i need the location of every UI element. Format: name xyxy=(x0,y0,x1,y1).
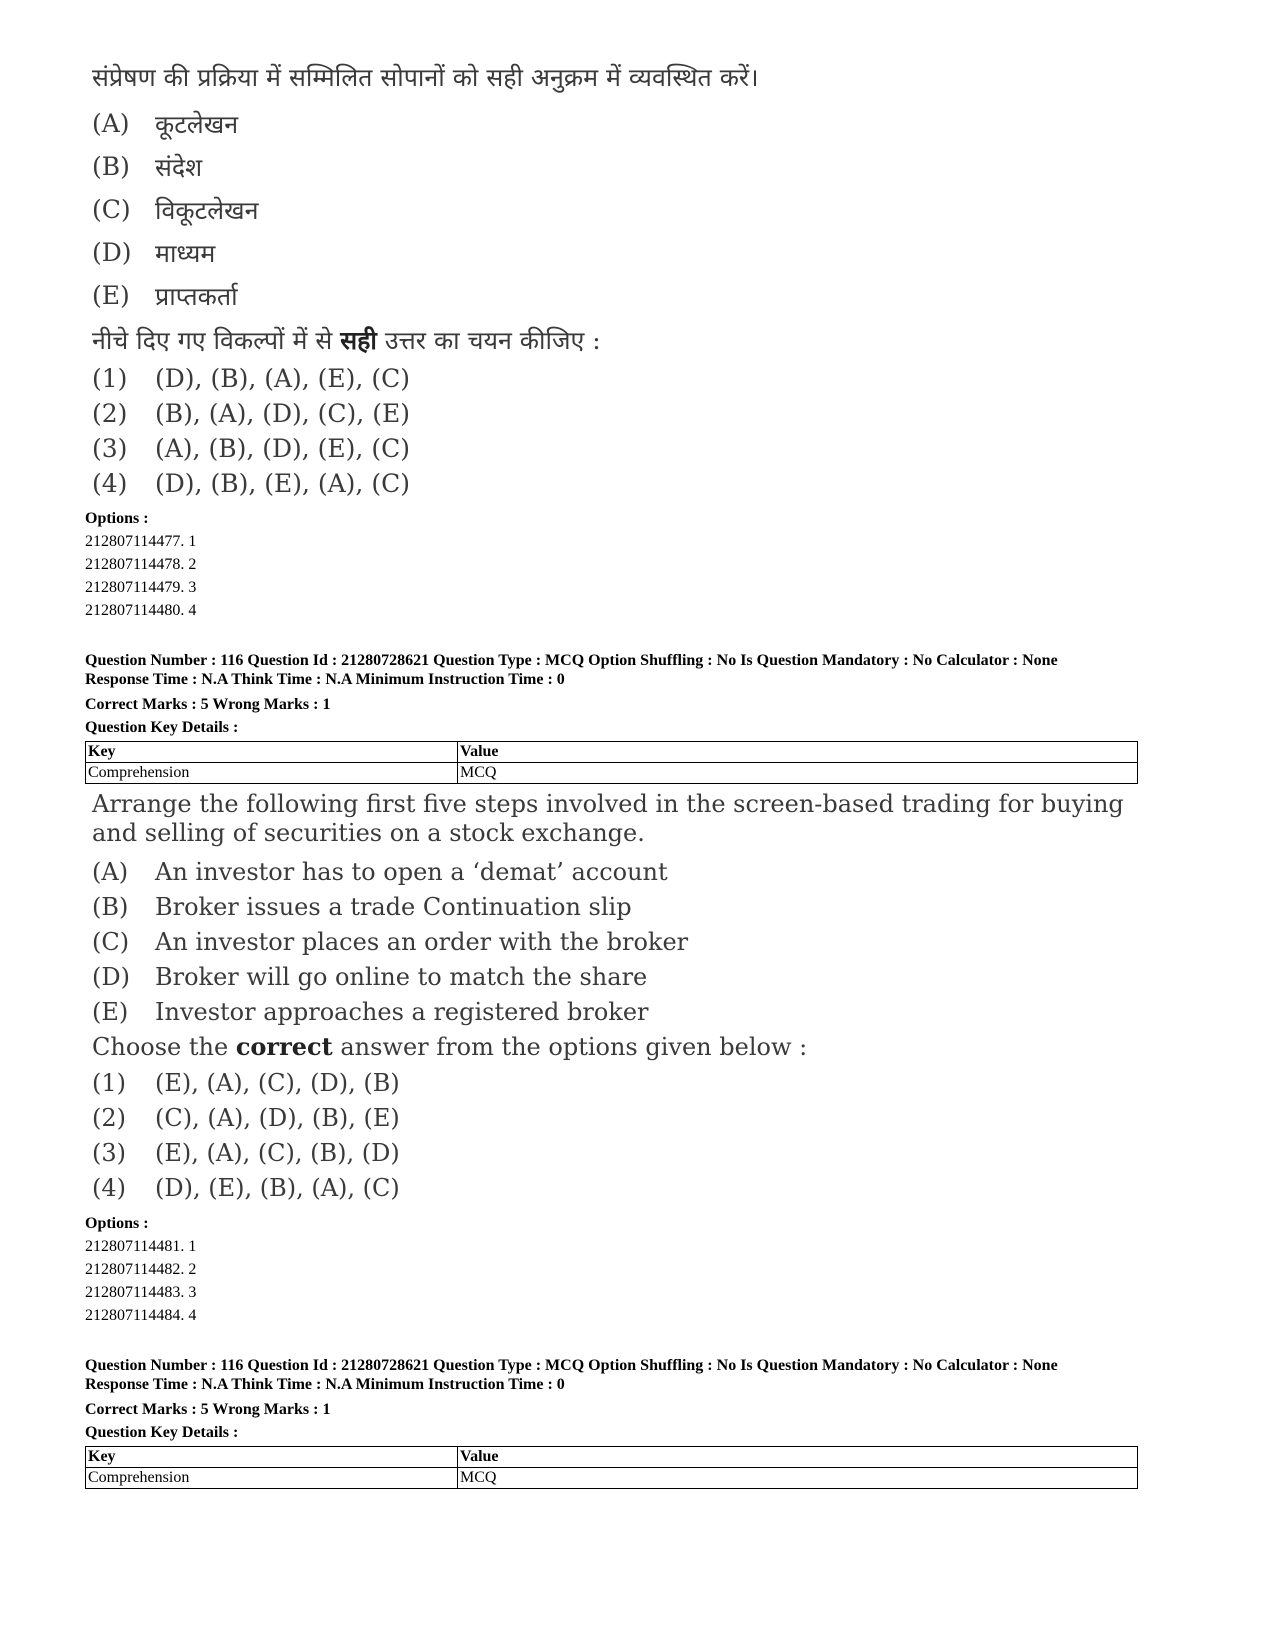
answer-label: (3) xyxy=(92,1138,126,1167)
question-metadata xyxy=(85,651,1145,784)
statement-item xyxy=(92,994,1152,1029)
statement-text: Investor approaches a registered broker xyxy=(155,997,649,1026)
marks-info-line: Correct Marks : 5 Wrong Marks : 1 xyxy=(85,1401,331,1418)
statement-text: An investor has to open a ‘demat’ account xyxy=(155,857,668,886)
statement-label: (A) xyxy=(92,857,129,886)
answer-text: (D), (B), (E), (A), (C) xyxy=(155,469,410,498)
option-item: 212807114483. 3 xyxy=(85,1284,197,1301)
instruction-text: Choose the xyxy=(92,1033,236,1061)
answer-text: (C), (A), (D), (B), (E) xyxy=(155,1103,400,1132)
answer-choice xyxy=(92,1170,1152,1205)
statement-item xyxy=(92,188,1152,231)
answer-label: (4) xyxy=(92,1173,126,1202)
answer-label: (4) xyxy=(92,469,128,498)
statement-label: (E) xyxy=(92,997,129,1026)
statement-item xyxy=(92,145,1152,188)
option-item: 212807114477. 1 xyxy=(85,533,197,550)
table-row xyxy=(86,763,1138,784)
statement-label: (C) xyxy=(92,927,130,956)
answer-choice xyxy=(92,466,1152,501)
question-metadata xyxy=(85,1356,1145,1489)
option-item: 212807114482. 2 xyxy=(85,1261,197,1278)
answer-choice xyxy=(92,1100,1152,1135)
option-item: 212807114484. 4 xyxy=(85,1307,197,1324)
answer-label: (1) xyxy=(92,364,128,393)
answer-label: (2) xyxy=(92,1103,126,1132)
english-question-block xyxy=(92,790,1152,1205)
statement-label: (B) xyxy=(92,152,130,181)
statement-text: विकूटलेखन xyxy=(155,195,259,225)
table-cell: Comprehension xyxy=(86,1468,458,1489)
answer-label: (2) xyxy=(92,399,128,428)
statement-item xyxy=(92,854,1152,889)
statement-text: संदेश xyxy=(155,152,203,182)
answer-text: (D), (B), (A), (E), (C) xyxy=(155,364,410,393)
answer-choice xyxy=(92,1135,1152,1170)
statement-text: An investor places an order with the broker xyxy=(155,927,689,956)
option-item: 212807114480. 4 xyxy=(85,602,197,619)
statement-item xyxy=(92,959,1152,994)
statement-label: (C) xyxy=(92,195,131,224)
key-details-table xyxy=(85,1446,1138,1489)
table-cell: MCQ xyxy=(458,1468,1138,1489)
statement-item xyxy=(92,924,1152,959)
statement-text: माध्यम xyxy=(155,238,216,268)
option-item: 212807114481. 1 xyxy=(85,1238,197,1255)
table-header-row xyxy=(86,1447,1138,1468)
table-header-cell: Key xyxy=(86,742,458,763)
answer-label: (3) xyxy=(92,434,128,463)
question-info-line: Question Number : 116 Question Id : 21280728621 Question Type : MCQ Option Shuffling : No Is Question Mandatory : No Calculator : None xyxy=(85,1357,1058,1374)
table-cell: MCQ xyxy=(458,763,1138,784)
instruction-text: उत्तर का चयन कीजिए : xyxy=(376,326,601,355)
key-details-title: Question Key Details : xyxy=(85,719,239,736)
marks-info-line: Correct Marks : 5 Wrong Marks : 1 xyxy=(85,696,331,713)
options-title: Options : xyxy=(85,1215,149,1232)
statement-text: प्राप्तकर्ता xyxy=(155,281,238,311)
key-details-title: Question Key Details : xyxy=(85,1424,239,1441)
statement-item xyxy=(92,102,1152,145)
statement-label: (B) xyxy=(92,892,129,921)
table-header-cell: Value xyxy=(458,1447,1138,1468)
option-item: 212807114478. 2 xyxy=(85,556,197,573)
instruction-emphasis: correct xyxy=(235,1032,333,1061)
table-cell: Comprehension xyxy=(86,763,458,784)
hindi-question-block xyxy=(92,58,1152,501)
answer-choice xyxy=(92,361,1152,396)
statement-label: (D) xyxy=(92,962,130,991)
answer-text: (E), (A), (C), (D), (B) xyxy=(155,1068,400,1097)
answer-text: (E), (A), (C), (B), (D) xyxy=(155,1138,400,1167)
answer-instruction xyxy=(92,1029,1152,1065)
table-header-cell: Value xyxy=(458,742,1138,763)
answer-text: (A), (B), (D), (E), (C) xyxy=(155,434,410,463)
options-title: Options : xyxy=(85,510,149,527)
answer-instruction xyxy=(92,321,1152,361)
timing-info-line: Response Time : N.A Think Time : N.A Minimum Instruction Time : 0 xyxy=(85,1376,565,1393)
statement-text: Broker issues a trade Continuation slip xyxy=(155,892,632,921)
table-row xyxy=(86,1468,1138,1489)
answer-choice xyxy=(92,396,1152,431)
instruction-text: नीचे दिए गए विकल्पों में से xyxy=(92,326,341,355)
options-list xyxy=(85,507,196,622)
question-stem: Arrange the following first five steps involved in the screen-based trading for buying and selling of securities on a stock exchange. xyxy=(92,790,1124,847)
table-header-row xyxy=(86,742,1138,763)
statement-label: (D) xyxy=(92,238,132,267)
statement-item xyxy=(92,231,1152,274)
statement-text: कूटलेखन xyxy=(155,109,239,139)
table-header-cell: Key xyxy=(86,1447,458,1468)
question-stem: संप्रेषण की प्रक्रिया में सम्मिलित सोपानों को सही अनुक्रम में व्यवस्थित करें। xyxy=(92,63,759,92)
statement-item xyxy=(92,274,1152,317)
statement-label: (E) xyxy=(92,281,130,310)
key-details-table xyxy=(85,741,1138,784)
question-info-line: Question Number : 116 Question Id : 21280728621 Question Type : MCQ Option Shuffling : No Is Question Mandatory : No Calculator : None xyxy=(85,652,1058,669)
answer-text: (B), (A), (D), (C), (E) xyxy=(155,399,410,428)
statement-item xyxy=(92,889,1152,924)
answer-label: (1) xyxy=(92,1068,126,1097)
answer-choice xyxy=(92,1065,1152,1100)
answer-choice xyxy=(92,431,1152,466)
instruction-text: answer from the options given below : xyxy=(332,1033,808,1061)
timing-info-line: Response Time : N.A Think Time : N.A Minimum Instruction Time : 0 xyxy=(85,671,565,688)
option-item: 212807114479. 3 xyxy=(85,579,197,596)
instruction-emphasis: सही xyxy=(340,326,377,355)
options-list xyxy=(85,1212,196,1327)
statement-label: (A) xyxy=(92,109,130,138)
statement-text: Broker will go online to match the share xyxy=(155,962,648,991)
answer-text: (D), (E), (B), (A), (C) xyxy=(155,1173,400,1202)
